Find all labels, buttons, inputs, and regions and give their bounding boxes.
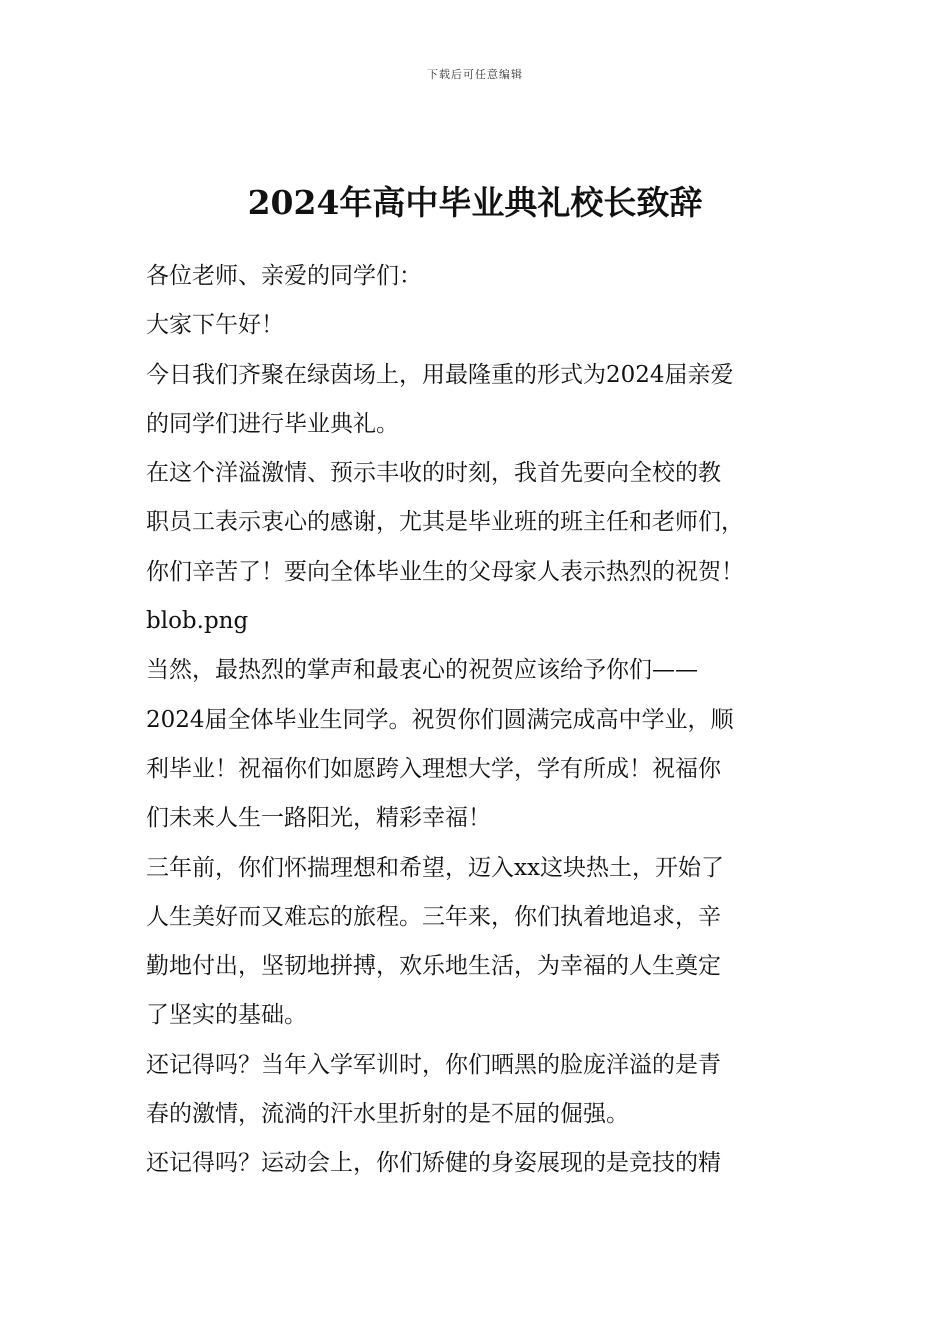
body-line: 了坚实的基础。 xyxy=(146,1002,307,1029)
body-line: 今日我们齐聚在绿茵场上，用最隆重的形式为2024届亲爱 xyxy=(146,361,734,388)
greeting-line: 各位老师、亲爱的同学们： xyxy=(146,263,422,289)
body-line: 职员工表示衷心的感谢，尤其是毕业班的班主任和老师们， xyxy=(146,509,744,536)
body-line: 你们辛苦了！要向全体毕业生的父母家人表示热烈的祝贺！ xyxy=(146,558,744,585)
body-line: 人生美好而又难忘的旅程。三年来，你们执着地追求，辛 xyxy=(146,903,721,930)
body-line: 在这个洋溢激情、预示丰收的时刻，我首先要向全校的教 xyxy=(146,460,721,487)
body-line: 春的激情，流淌的汗水里折射的是不屈的倔强。 xyxy=(146,1101,629,1128)
document-title: 2024年高中毕业典礼校长致辞 xyxy=(247,183,703,222)
body-line: 利毕业！祝福你们如愿跨入理想大学，学有所成！祝福你 xyxy=(146,755,721,782)
body-line: 们未来人生一路阳光，精彩幸福！ xyxy=(146,805,491,832)
body-line: 三年前，你们怀揣理想和希望，迈入xx这块热土，开始了 xyxy=(146,854,724,881)
body-line: 当然，最热烈的掌声和最衷心的祝贺应该给予你们—— xyxy=(146,657,698,684)
image-placeholder-text: blob.png xyxy=(146,608,249,635)
body-line: 2024届全体毕业生同学。祝贺你们圆满完成高中学业，顺 xyxy=(146,706,734,733)
body-line: 还记得吗？运动会上，你们矫健的身姿展现的是竞技的精 xyxy=(146,1150,721,1177)
document-body xyxy=(146,252,806,1189)
body-line: 勤地付出，坚韧地拼搏，欢乐地生活，为幸福的人生奠定 xyxy=(146,953,721,980)
body-line: 还记得吗？当年入学军训时，你们晒黑的脸庞洋溢的是青 xyxy=(146,1051,721,1078)
body-line: 的同学们进行毕业典礼。 xyxy=(146,410,399,437)
greeting-line: 大家下午好！ xyxy=(146,312,284,339)
header-note: 下载后可任意编辑 xyxy=(427,68,523,81)
